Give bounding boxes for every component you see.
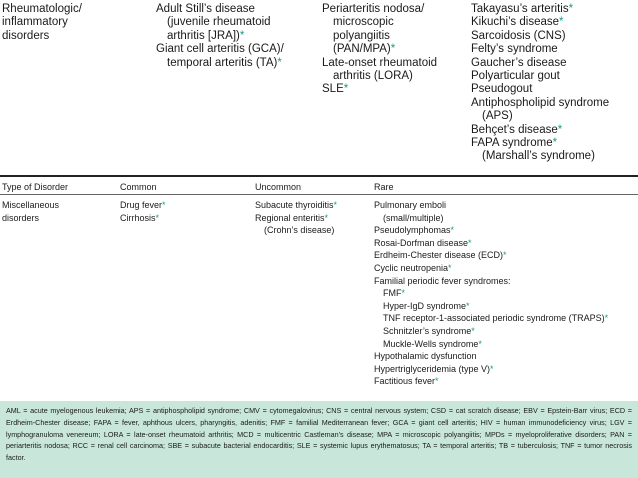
list-item bbox=[471, 57, 609, 70]
asterisk-marker: * bbox=[155, 212, 160, 223]
list-item-text: Drug fever bbox=[120, 200, 163, 210]
list-item-text: Adult Still’s disease bbox=[156, 3, 255, 15]
list-item-text: Factitious fever bbox=[374, 376, 436, 387]
list-item bbox=[374, 375, 608, 388]
rare-column bbox=[374, 199, 608, 388]
list-item bbox=[374, 212, 608, 225]
asterisk-marker: * bbox=[552, 137, 558, 150]
asterisk-marker: * bbox=[450, 225, 455, 236]
category-line: inflammatory bbox=[2, 16, 68, 29]
list-item bbox=[374, 199, 608, 212]
list-item bbox=[322, 57, 437, 70]
asterisk-marker: * bbox=[559, 16, 564, 29]
list-item bbox=[471, 83, 609, 96]
asterisk-marker: * bbox=[503, 250, 507, 261]
list-item bbox=[120, 212, 166, 225]
list-item-text: arthritis (LORA) bbox=[333, 70, 413, 83]
category-line: disorders bbox=[2, 29, 50, 42]
list-item bbox=[471, 16, 609, 29]
asterisk-marker: * bbox=[557, 123, 563, 136]
list-item bbox=[156, 30, 284, 43]
header-type: Type of Disorder bbox=[2, 182, 69, 192]
list-item-text: Hypertriglyceridemia (type V) bbox=[374, 363, 491, 374]
list-item bbox=[156, 16, 284, 29]
asterisk-marker: * bbox=[604, 313, 609, 324]
list-item-text: (PAN/MPA) bbox=[333, 43, 391, 56]
list-item bbox=[255, 224, 337, 237]
type-line: disorders bbox=[2, 212, 40, 223]
list-item-text: Gaucher’s disease bbox=[471, 56, 567, 69]
list-item-text: TNF receptor-1-associated periodic syndrome (TRAPS) bbox=[383, 313, 605, 324]
list-item-text: Regional enteritis bbox=[255, 212, 325, 223]
header-uncommon: Uncommon bbox=[255, 182, 302, 192]
list-item-text: Antiphospholipid syndrome bbox=[471, 96, 610, 109]
list-item-text: (juvenile rheumatoid bbox=[167, 16, 271, 29]
list-item bbox=[374, 237, 608, 250]
upper-uncommon-column bbox=[156, 3, 284, 70]
list-item bbox=[471, 124, 609, 137]
list-item-text: Familial periodic fever syndromes: bbox=[374, 275, 511, 286]
type-miscellaneous bbox=[2, 199, 59, 224]
list-item-text: (Marshall’s syndrome) bbox=[482, 150, 595, 163]
list-item bbox=[374, 350, 608, 363]
list-item bbox=[374, 363, 608, 376]
header-rare: Rare bbox=[374, 182, 394, 192]
asterisk-marker: * bbox=[324, 212, 329, 223]
list-item bbox=[120, 199, 166, 212]
list-item bbox=[374, 325, 608, 338]
list-item-text: polyangiitis bbox=[333, 29, 390, 42]
list-item-text: Periarteritis nodosa/ bbox=[322, 3, 425, 15]
list-item-text: Polyarticular gout bbox=[471, 70, 560, 83]
table-rule-header bbox=[0, 194, 638, 195]
list-item-text: Cirrhosis bbox=[120, 212, 156, 223]
list-item-text: (APS) bbox=[482, 110, 513, 123]
list-item-text: Subacute thyroiditis bbox=[255, 200, 334, 210]
list-item-text: SLE bbox=[322, 83, 344, 96]
list-item bbox=[471, 3, 609, 16]
list-item-text: Muckle-Wells syndrome bbox=[383, 338, 479, 349]
list-item bbox=[156, 43, 284, 56]
list-item-text: Erdheim-Chester disease (ECD) bbox=[374, 250, 504, 261]
category-rheumatologic bbox=[2, 3, 82, 43]
list-item bbox=[374, 224, 608, 237]
list-item bbox=[374, 262, 608, 275]
asterisk-marker: * bbox=[435, 376, 439, 387]
list-item-text: (Crohn’s disease) bbox=[264, 225, 335, 236]
asterisk-marker: * bbox=[490, 363, 494, 374]
upper-rare-column bbox=[322, 3, 437, 97]
list-item-text: Hyper-IgD syndrome bbox=[383, 300, 467, 311]
asterisk-marker: * bbox=[390, 43, 396, 56]
list-item bbox=[322, 70, 437, 83]
list-item-text: Late-onset rheumatoid bbox=[322, 56, 438, 69]
list-item-text: Pseudogout bbox=[471, 83, 533, 96]
asterisk-marker: * bbox=[239, 29, 245, 42]
list-item bbox=[471, 30, 609, 43]
header-common: Common bbox=[120, 182, 157, 192]
list-item bbox=[322, 16, 437, 29]
list-item-text: Pseudolymphomas bbox=[374, 225, 451, 236]
list-item bbox=[156, 3, 284, 16]
type-line: Miscellaneous bbox=[2, 200, 60, 210]
list-item bbox=[374, 275, 608, 288]
list-item bbox=[374, 338, 608, 351]
list-item-text: microscopic bbox=[333, 16, 394, 29]
asterisk-marker: * bbox=[466, 300, 470, 311]
list-item-text: Felty’s syndrome bbox=[471, 43, 558, 56]
abbreviations-footnote bbox=[0, 401, 638, 478]
list-item bbox=[374, 249, 608, 262]
list-item bbox=[374, 300, 608, 313]
list-item bbox=[374, 287, 608, 300]
list-item bbox=[322, 30, 437, 43]
asterisk-marker: * bbox=[468, 237, 472, 248]
list-item bbox=[322, 43, 437, 56]
table-rule-top bbox=[0, 175, 638, 177]
list-item bbox=[471, 97, 609, 110]
asterisk-marker: * bbox=[333, 200, 338, 210]
list-item-text: Schnitzler’s syndrome bbox=[383, 325, 472, 336]
common-column bbox=[120, 199, 166, 224]
list-item-text: Hypothalamic dysfunction bbox=[374, 351, 477, 362]
list-item-text: FMF bbox=[383, 288, 402, 299]
list-item-text: Sarcoidosis (CNS) bbox=[471, 29, 566, 42]
list-item-text: Kikuchi’s disease bbox=[471, 16, 560, 29]
asterisk-marker: * bbox=[401, 288, 406, 299]
asterisk-marker: * bbox=[448, 262, 452, 273]
list-item-text: Cyclic neutropenia bbox=[374, 262, 449, 273]
uncommon-column bbox=[255, 199, 337, 237]
asterisk-marker: * bbox=[478, 338, 482, 349]
footnote-text: AML = acute myelogenous leukemia; APS = antiphospholipid syndrome; CMV = cytomegalovirus; CNS = central nervous system; CSD = cat scratch disease; EBV = Epstein-Barr virus; ECD = Erdheim-Chester disease; FAPA = fever, aphthous ulcers, pharyngitis, adenitis; FMF = familial Mediterranean fever; GCA = giant cell arteritis; HIV = human immunodeficiency virus; LGV = lymphogranuloma venereum; LORA = late-onset rheumatoid arthritis; MCD = multicentric Castleman’s disease; MPA = microscopic polyangiitis; MPDs = myeloproliferative disorders; PAN = periarteritis nodosa; RCC = renal cell carcinoma; SBE = subacute bacterial endocarditis; SLE = systemic lupus erythematosus; TA = temporal arteritis; TB = tuberculosis; TNF = tumor necrosis factor. bbox=[6, 406, 632, 463]
list-item bbox=[471, 70, 609, 83]
list-item-text: Behçet’s disease bbox=[471, 123, 558, 136]
list-item bbox=[322, 3, 437, 16]
asterisk-marker: * bbox=[343, 83, 349, 96]
list-item bbox=[471, 110, 609, 123]
list-item bbox=[471, 43, 609, 56]
list-item bbox=[471, 150, 609, 163]
asterisk-marker: * bbox=[471, 325, 475, 336]
list-item bbox=[471, 137, 609, 150]
list-item bbox=[255, 199, 337, 212]
list-item-text: Rosai-Dorfman disease bbox=[374, 237, 469, 248]
list-item bbox=[322, 83, 437, 96]
asterisk-marker: * bbox=[162, 200, 166, 210]
list-item-text: FAPA syndrome bbox=[471, 137, 553, 150]
list-item bbox=[255, 212, 337, 225]
list-item-text: Giant cell arteritis (GCA)/ bbox=[156, 43, 284, 56]
asterisk-marker: * bbox=[568, 3, 574, 15]
list-item-text: Takayasu’s arteritis bbox=[471, 3, 569, 15]
upper-extra-rare-column bbox=[471, 3, 609, 164]
list-item-text: arthritis [JRA]) bbox=[167, 29, 240, 42]
asterisk-marker: * bbox=[277, 56, 282, 69]
list-item-text: temporal arteritis (TA) bbox=[167, 56, 278, 69]
list-item-text: (small/multiple) bbox=[383, 212, 444, 223]
list-item bbox=[374, 312, 608, 325]
list-item-text: Pulmonary emboli bbox=[374, 200, 447, 210]
category-line: Rheumatologic/ bbox=[2, 3, 82, 15]
list-item bbox=[156, 57, 284, 70]
